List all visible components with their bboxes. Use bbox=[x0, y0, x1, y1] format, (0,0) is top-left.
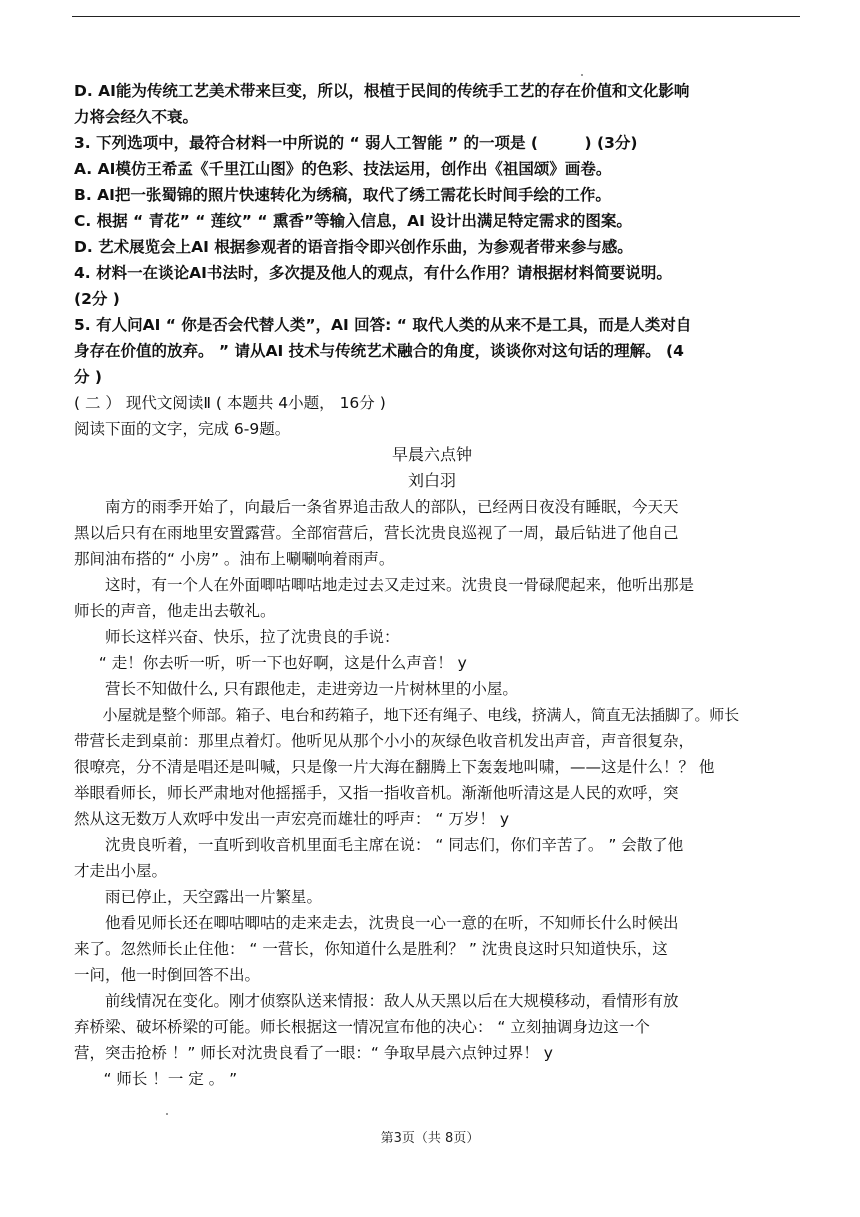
question-5: 5. 有人问AI “ 你是否会代替人类”，AI 回答: “ 取代人类的从来不是工具，而是人类对自 bbox=[74, 316, 692, 334]
top-rule bbox=[72, 16, 800, 17]
q3-option-c: C. 根据 “ 青花” “ 莲纹” “ 熏香”等输入信息，AI 设计出满足特定需求的图案。 bbox=[74, 212, 632, 230]
story-line: 前线情况在变化。刚才侦察队送来情报：敌人从天黑以后在大规模移动，看情形有放 bbox=[105, 992, 679, 1010]
story-line: 营，突击抢桥 ！” 师长对沈贵良看了一眼：“ 争取早晨六点钟过界！ y bbox=[74, 1044, 553, 1062]
story-title: 早晨六点钟 bbox=[391, 445, 472, 464]
question-4: 4. 材料一在谈论AI书法时，多次提及他人的观点，有什么作用？请根据材料简要说明。 bbox=[74, 264, 672, 282]
story-line: 南方的雨季开始了，向最后一条省界追击敌人的部队，已经两日夜没有睡眠，今天天 bbox=[105, 498, 679, 516]
story-line: 黑以后只有在雨地里安置露营。全部宿营后，营长沈贵良巡视了一周，最后钻进了他自己 bbox=[74, 524, 679, 542]
story-line: 带营长走到桌前：那里点着灯。他听见从那个小小的灰绿色收音机发出声音，声音很复杂， bbox=[74, 732, 695, 750]
story-line: 来了。忽然师长止住他： “ 一营长，你知道什么是胜利？ ” 沈贵良这时只知道快乐，这 bbox=[74, 940, 668, 958]
question-5-score: 分 ) bbox=[74, 368, 102, 386]
story-line: “ 师长 ！一 定 。 ” bbox=[103, 1070, 238, 1088]
scan-dot bbox=[166, 1113, 168, 1115]
story-line: 这时，有一个人在外面唧咕唧咕地走过去又走过来。沈贵良一骨碌爬起来，他听出那是 bbox=[105, 576, 695, 594]
story-line: 举眼看师长，师长严肃地对他摇摇手，又指一指收音机。渐渐他听清这是人民的欢呼，突 bbox=[74, 784, 679, 802]
story-line: 然从这无数万人欢呼中发出一声宏亮而雄壮的呼声： “ 万岁！ y bbox=[74, 810, 509, 828]
q3-option-a: A. AI模仿王希孟《千里江山图》的色彩、技法运用，创作出《祖国颂》画卷。 bbox=[74, 160, 612, 178]
question-4-score: (2分 ) bbox=[74, 290, 120, 308]
story-line: “ 走！你去听一听，听一下也好啊，这是什么声音！ y bbox=[98, 654, 467, 672]
page-footer: 第3页（共 8页） bbox=[380, 1131, 480, 1146]
option-d-q2-cont: 力将会经久不衰。 bbox=[74, 108, 199, 126]
question-5-cont: 身存在价值的放弃。 ” 请从AI 技术与传统艺术融合的角度，谈谈你对这句话的理解。 (4 bbox=[74, 342, 684, 360]
story-line: 很嘹亮，分不清是唱还是叫喊，只是像一片大海在翻腾上下轰轰地叫啸，——这是什么！？ 他 bbox=[74, 758, 715, 776]
story-line: 一问，他一时倒回答不出。 bbox=[74, 966, 261, 984]
story-line: 师长的声音，他走出去敬礼。 bbox=[74, 602, 276, 620]
reading-instruction: 阅读下面的文字，完成 6-9题。 bbox=[74, 420, 291, 438]
story-line: 沈贵良听着，一直听到收音机里面毛主席在说： “ 同志们，你们辛苦了。 ” 会散了他 bbox=[105, 836, 684, 854]
story-line: 营长不知做什么, 只有跟他走，走进旁边一片树林里的小屋。 bbox=[105, 680, 518, 698]
q3-option-b: B. AI把一张蜀锦的照片快速转化为绣稿，取代了绣工需花长时间手绘的工作。 bbox=[74, 186, 611, 204]
story-line: 才走出小屋。 bbox=[74, 862, 168, 880]
question-3: 3. 下列选项中，最符合材料一中所说的 “ 弱人工智能 ” 的一项是 ( ) (3分) bbox=[74, 134, 638, 152]
option-d-q2: D. AI能为传统工艺美术带来巨变，所以，根植于民间的传统手工艺的存在价值和文化影响 bbox=[74, 82, 690, 100]
scan-dot bbox=[581, 74, 583, 76]
q3-option-d: D. 艺术展览会上AI 根据参观者的语音指令即兴创作乐曲，为参观者带来参与感。 bbox=[74, 238, 633, 256]
story-line: 他看见师长还在唧咕唧咕的走来走去，沈贵良一心一意的在听，不知师长什么时候出 bbox=[105, 914, 679, 932]
story-line: 小屋就是整个师部。箱子、电台和药箱子，地下还有绳子、电线，挤满人，简直无法插脚了。师长 bbox=[102, 706, 739, 724]
story-author: 刘白羽 bbox=[407, 471, 456, 490]
section-heading: ( 二 ） 现代文阅读Ⅱ ( 本题共 4小题， 16分 ) bbox=[74, 394, 386, 412]
page-body bbox=[74, 78, 790, 1092]
story-line: 弃桥梁、破坏桥梁的可能。师长根据这一情况宣布他的决心： “ 立刻抽调身边这一个 bbox=[74, 1018, 650, 1036]
story-line: 师长这样兴奋、快乐，拉了沈贵良的手说： bbox=[105, 628, 400, 646]
story-line: 雨已停止，天空露出一片繁星。 bbox=[105, 888, 323, 906]
story-line: 那间油布搭的“ 小房” 。油布上唰唰响着雨声。 bbox=[74, 550, 395, 568]
